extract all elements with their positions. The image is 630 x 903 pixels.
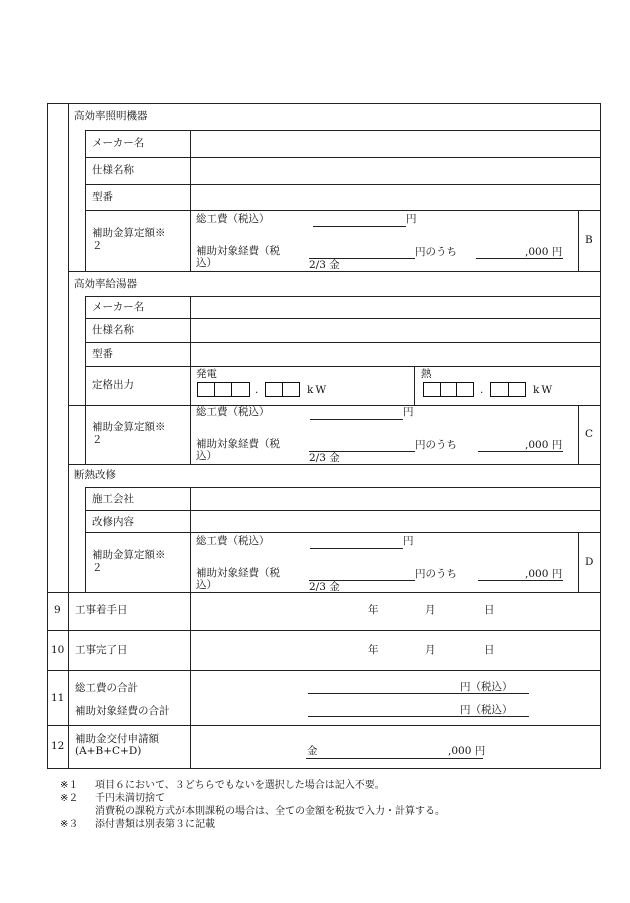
water-heater-model-label: 型番 xyxy=(92,348,113,360)
power-decimal-point: . xyxy=(255,384,259,396)
row10-number: 10 xyxy=(51,644,65,656)
insulation-subsidy-label-1: 補助金算定額※ xyxy=(92,549,166,561)
lighting-total-field[interactable] xyxy=(313,226,406,227)
row9-label: 工事着手日 xyxy=(75,604,128,616)
insulation-title: 断熱改修 xyxy=(74,469,116,481)
row11-number: 11 xyxy=(51,692,65,704)
lighting-target-label-2: 込） xyxy=(196,257,217,269)
insulation-content-label: 改修内容 xyxy=(92,516,134,528)
water-heater-target-label-1: 補助対象経費（税 xyxy=(196,438,280,450)
insulation-content-field[interactable] xyxy=(191,511,599,531)
row11-target-suffix: 円（税込） xyxy=(460,704,513,716)
water-heater-subsidy-label-2: ２ xyxy=(92,434,103,446)
construction-start-date-field[interactable] xyxy=(191,593,599,629)
power-unit: kW xyxy=(307,384,329,396)
row11-target-label: 補助対象経費の合計 xyxy=(75,705,170,717)
heat-decimal-digits[interactable] xyxy=(490,382,526,397)
water-heater-target-label-2: 込） xyxy=(196,450,217,462)
power-label: 発電 xyxy=(196,368,217,380)
insulation-subsidy-label-2: ２ xyxy=(92,562,103,574)
power-integer-digits[interactable] xyxy=(197,382,250,397)
row9-month: 月 xyxy=(425,604,436,616)
row12-label-2: (A+B+C+D) xyxy=(75,745,142,757)
note1-text: 項目６において、３どちらでもないを選択した場合は記入不要。 xyxy=(95,780,385,791)
note3-mark: ※３ xyxy=(60,819,79,830)
water-heater-maker-field[interactable] xyxy=(191,297,599,317)
lighting-title: 高効率照明機器 xyxy=(74,110,148,122)
row9-year: 年 xyxy=(368,604,379,616)
row10-month: 月 xyxy=(425,644,436,656)
lighting-maker-label: メーカー名 xyxy=(92,137,145,149)
water-heater-total-label: 総工費（税込） xyxy=(196,406,270,418)
water-heater-model-field[interactable] xyxy=(191,343,599,365)
water-heater-rated-label: 定格出力 xyxy=(92,379,134,391)
insulation-of-which: 円のうち xyxy=(415,568,457,580)
note2-text-1: 千円未満切捨て xyxy=(95,793,165,804)
water-heater-total-field[interactable] xyxy=(310,419,403,420)
heat-integer-digits[interactable] xyxy=(423,382,474,397)
lighting-two-thirds: 2/3 金 xyxy=(309,259,340,271)
insulation-two-thirds: 2/3 金 xyxy=(309,581,340,593)
note2-mark: ※２ xyxy=(60,793,79,804)
note3-text: 添付書類は別表第３に記載 xyxy=(95,819,215,830)
water-heater-title: 高効率給湯器 xyxy=(74,278,137,290)
water-heater-subsidy-label-1: 補助金算定額※ xyxy=(92,421,166,433)
construction-end-date-field[interactable] xyxy=(191,631,599,669)
insulation-total-field[interactable] xyxy=(310,548,403,549)
row9-day: 日 xyxy=(484,604,495,616)
row12-prefix: 金 xyxy=(307,745,318,757)
water-heater-spec-label: 仕様名称 xyxy=(92,324,134,336)
water-heater-mark: C xyxy=(585,428,594,440)
insulation-total-yen: 円 xyxy=(403,535,414,547)
lighting-spec-field[interactable] xyxy=(191,158,599,183)
lighting-model-field[interactable] xyxy=(191,185,599,209)
insulation-target-label-2: 込） xyxy=(196,579,217,591)
row12-number: 12 xyxy=(51,740,65,752)
lighting-subsidy-label-2: ２ xyxy=(92,240,103,252)
subsidy-request-amount-field[interactable] xyxy=(306,758,483,759)
lighting-model-label: 型番 xyxy=(92,191,113,203)
row11-total-suffix: 円（税込） xyxy=(460,681,513,693)
row10-year: 年 xyxy=(368,644,379,656)
insulation-thousand-yen: ,000 円 xyxy=(525,568,563,580)
row9-number: 9 xyxy=(54,604,61,616)
lighting-spec-label: 仕様名称 xyxy=(92,164,134,176)
water-heater-total-yen: 円 xyxy=(403,406,414,418)
lighting-of-which: 円のうち xyxy=(415,246,457,258)
heat-label: 熱 xyxy=(421,368,432,380)
row10-label: 工事完了日 xyxy=(75,644,128,656)
water-heater-of-which: 円のうち xyxy=(415,439,457,451)
lighting-subsidy-label-1: 補助金算定額※ xyxy=(92,227,166,239)
insulation-contractor-label: 施工会社 xyxy=(92,493,134,505)
lighting-total-label: 総工費（税込） xyxy=(196,213,270,225)
note2-text-2: 消費税の課税方式が本則課税の場合は、全ての金額を税抜で入力・計算する。 xyxy=(95,806,445,817)
insulation-target-label-1: 補助対象経費（税 xyxy=(196,567,280,579)
lighting-maker-field[interactable] xyxy=(191,131,599,156)
lighting-target-label-1: 補助対象経費（税 xyxy=(196,245,280,257)
water-heater-thousand-yen: ,000 円 xyxy=(525,439,563,451)
water-heater-two-thirds: 2/3 金 xyxy=(309,452,340,464)
insulation-contractor-field[interactable] xyxy=(191,488,599,509)
note1-mark: ※１ xyxy=(60,780,79,791)
water-heater-spec-field[interactable] xyxy=(191,319,599,341)
heat-unit: kW xyxy=(533,384,555,396)
lighting-mark: B xyxy=(585,234,593,246)
lighting-total-yen: 円 xyxy=(406,213,417,225)
row11-total-label: 総工費の合計 xyxy=(75,682,138,694)
insulation-total-label: 総工費（税込） xyxy=(196,535,270,547)
insulation-mark: D xyxy=(585,556,594,568)
water-heater-maker-label: メーカー名 xyxy=(92,301,145,313)
lighting-thousand-yen: ,000 円 xyxy=(525,246,563,258)
row10-day: 日 xyxy=(484,644,495,656)
row12-label-1: 補助金交付申請額 xyxy=(75,733,159,745)
row12-suffix: ,000 円 xyxy=(448,745,486,757)
heat-decimal-point: . xyxy=(480,384,484,396)
power-decimal-digits[interactable] xyxy=(265,382,300,397)
